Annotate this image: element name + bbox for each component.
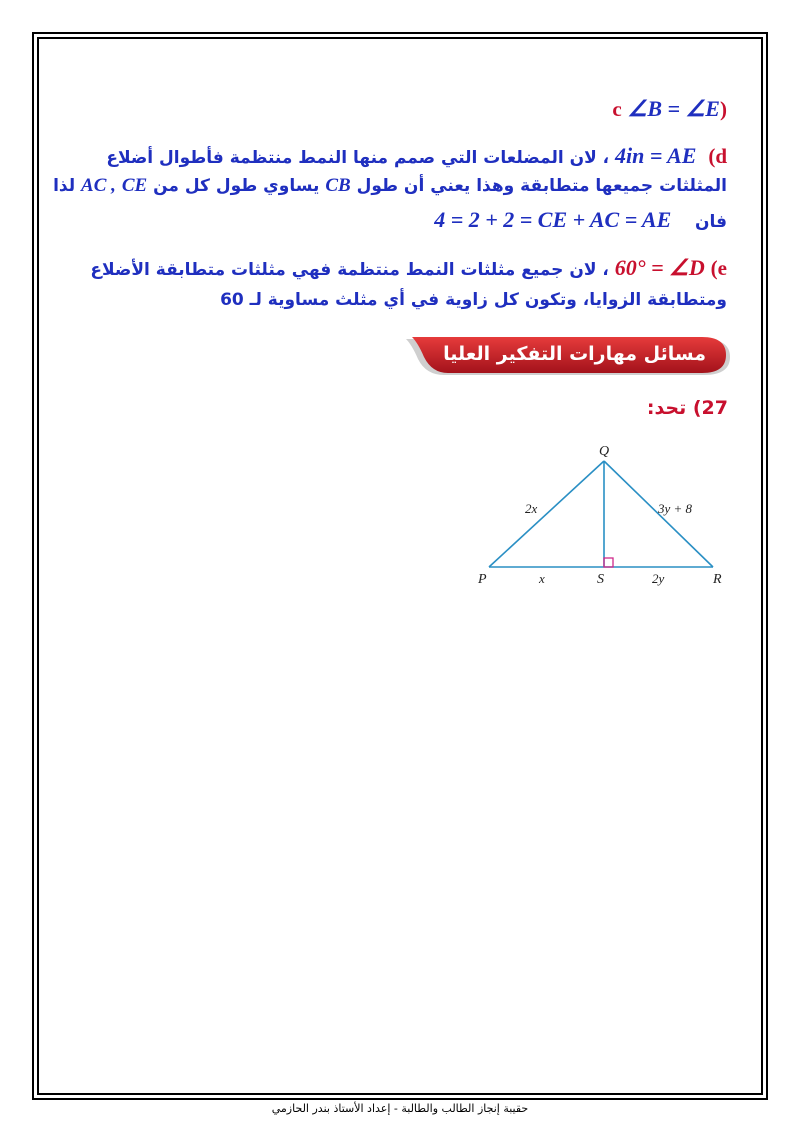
triangle-figure xyxy=(470,440,740,600)
label-pq: 2x xyxy=(525,501,538,516)
answer-c-math: ∠B = ∠E xyxy=(627,96,720,121)
answer-d-line-2 xyxy=(53,175,727,197)
label-qr: 3y + 8 xyxy=(658,501,693,516)
answer-e-text-2: ومتطابقة الزوايا، وتكون كل زاوية في أي مثلث مساوية لـ 60 xyxy=(220,290,727,310)
question-heading: 27) تحد: xyxy=(646,397,728,419)
answer-d-line-1 xyxy=(106,143,727,169)
right-angle-marker xyxy=(604,558,613,567)
answer-d-math-ac: AC , xyxy=(81,175,116,196)
answer-d-math-ce: CE xyxy=(121,175,148,196)
banner-title: مسائل مهارات التفكير العليا xyxy=(443,343,706,365)
answer-d-math-3: 4 = 2 + 2 = CE + AC = AE xyxy=(434,207,672,232)
answer-d-math-cb: CB xyxy=(325,175,351,196)
answer-d-math-1: 4in = AE xyxy=(615,143,697,168)
page-footer: حقيبة إنجاز الطالب والطالبة - إعداد الأستاذ بندر الحازمي xyxy=(271,1102,529,1115)
answer-e-math-value: 60° = ∠D xyxy=(614,255,705,280)
answer-e-text-1: ، لان جميع مثلثات النمط منتظمة فهي مثلثات متطابقة الأضلاع xyxy=(90,260,609,280)
side-pq xyxy=(489,461,604,567)
answer-d-text-1: ، لان المضلعات التي صمم منها النمط منتظمة فأطوال أضلاع xyxy=(106,148,610,168)
answer-e-line-2 xyxy=(220,290,727,310)
answer-d-text-2b: يساوي طول كل من xyxy=(153,176,320,196)
answer-d-line-3 xyxy=(434,207,727,233)
answer-d-text-2c: لذا xyxy=(53,176,76,196)
label-sr: 2y xyxy=(652,571,665,586)
answer-e-math xyxy=(615,255,705,280)
section-banner xyxy=(404,335,732,377)
label-ps: x xyxy=(539,571,545,586)
answer-e-label: e) xyxy=(710,256,727,280)
vertex-r: R xyxy=(713,572,722,587)
vertex-q: Q xyxy=(599,444,610,459)
vertex-p: P xyxy=(478,572,487,587)
answer-c xyxy=(612,96,727,122)
answer-c-label: (c xyxy=(612,97,727,121)
answer-d-text-3: فان xyxy=(694,212,727,232)
answer-e-line-1 xyxy=(90,255,727,281)
vertex-s: S xyxy=(597,572,604,587)
answer-d-label: d) xyxy=(708,144,727,168)
answer-d-text-2a: المثلثات جميعها متطابقة وهذا يعني أن طول xyxy=(356,176,727,196)
